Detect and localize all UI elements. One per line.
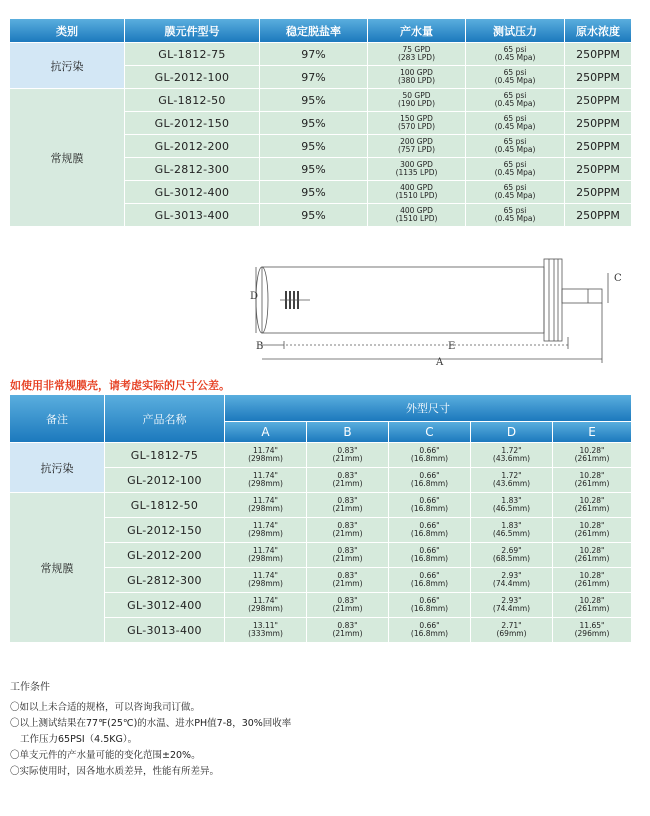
value-line: (298mm) (248, 479, 283, 488)
dimension-cell (553, 468, 632, 493)
value-line: (21mm) (332, 454, 363, 463)
condition-item: 〇以上测试结果在77℉(25℃)的水温、进水PH值7-8，30%回收率 (10, 718, 292, 729)
flow-cell (368, 89, 466, 112)
dimension-cell (389, 593, 471, 618)
header-rejection: 稳定脱盐率 (260, 19, 368, 43)
value-line: 11.74" (253, 521, 278, 530)
value-line: (21mm) (332, 554, 363, 563)
dimension-cell (307, 568, 389, 593)
value-line: (261mm) (574, 504, 610, 513)
value-line: 400 GPD (400, 183, 433, 192)
rejection-cell: 95% (260, 181, 368, 204)
value-line: (298mm) (248, 579, 283, 588)
value-line: (1510 LPD) (395, 214, 438, 223)
model-cell: GL-2012-200 (125, 135, 260, 158)
table-row (10, 493, 632, 518)
header-dim-a: A (225, 422, 307, 443)
value-line: (21mm) (332, 629, 363, 638)
value-line: 11.74" (253, 596, 278, 605)
value-line: (16.8mm) (410, 479, 449, 488)
flow-cell (368, 158, 466, 181)
rejection-cell: 95% (260, 204, 368, 227)
value-line: 0.83" (337, 596, 358, 605)
value-line: (46.5mm) (492, 529, 531, 538)
value-line: (21mm) (332, 504, 363, 513)
flow-cell (368, 43, 466, 66)
condition-item: 〇单支元件的产水量可能的变化范围±20%。 (10, 750, 201, 761)
dimension-header-row-1 (10, 395, 632, 422)
pressure-cell (466, 158, 565, 181)
header-flow: 产水量 (368, 19, 466, 43)
value-line: (0.45 Mpa) (494, 168, 536, 177)
category-cell: 常规膜 (10, 89, 125, 227)
pressure-cell (466, 66, 565, 89)
condition-item: 〇实际使用时，因各地水质差异，性能有所差异。 (10, 766, 220, 777)
dimension-cell (471, 468, 553, 493)
value-line: (261mm) (574, 454, 610, 463)
value-line: 75 GPD (402, 45, 431, 54)
value-line: 13.11" (253, 621, 278, 630)
value-line: (0.45 Mpa) (494, 145, 536, 154)
value-line: 10.28" (579, 571, 605, 580)
value-line: 0.66" (419, 621, 440, 630)
pressure-cell (466, 204, 565, 227)
value-line: 65 psi (503, 160, 527, 169)
dimension-cell (553, 443, 632, 468)
value-line: (21mm) (332, 479, 363, 488)
dim-label-e: E (448, 341, 456, 352)
value-line: 0.66" (419, 546, 440, 555)
value-line: 65 psi (503, 45, 527, 54)
value-line: (283 LPD) (397, 53, 436, 62)
value-line: 0.83" (337, 621, 358, 630)
value-line: (16.8mm) (410, 629, 449, 638)
value-line: (261mm) (574, 529, 610, 538)
pressure-cell (466, 135, 565, 158)
value-line: 2.71" (501, 621, 522, 630)
table-row (10, 89, 632, 112)
dim-label-c: C (614, 273, 622, 284)
value-line: (16.8mm) (410, 554, 449, 563)
dimension-cell (225, 518, 307, 543)
dimension-cell (307, 468, 389, 493)
dimension-cell (307, 593, 389, 618)
flow-cell (368, 135, 466, 158)
feed-cell: 250PPM (565, 112, 632, 135)
dimension-cell (471, 543, 553, 568)
value-line: (296mm) (574, 629, 610, 638)
value-line: 11.74" (253, 546, 278, 555)
dim-label-b: B (256, 341, 264, 352)
feed-cell: 250PPM (565, 135, 632, 158)
header-dimensions: 外型尺寸 (225, 395, 632, 422)
dim-label-a: A (436, 357, 444, 368)
value-line: 2.93" (501, 571, 522, 580)
value-line: 200 GPD (400, 137, 433, 146)
value-line: (46.5mm) (492, 504, 531, 513)
dimension-cell (471, 493, 553, 518)
value-line: (21mm) (332, 604, 363, 613)
pressure-cell (466, 89, 565, 112)
dimension-cell (553, 593, 632, 618)
value-line: (0.45 Mpa) (494, 99, 536, 108)
value-line: 0.83" (337, 496, 358, 505)
value-line: 10.28" (579, 446, 605, 455)
dimension-cell (553, 543, 632, 568)
value-line: 0.66" (419, 596, 440, 605)
value-line: 11.74" (253, 571, 278, 580)
dimension-cell (225, 593, 307, 618)
flow-cell (368, 112, 466, 135)
dimension-cell (225, 493, 307, 518)
model-cell: GL-2012-100 (125, 66, 260, 89)
model-cell: GL-1812-50 (105, 493, 225, 518)
value-line: 10.28" (579, 471, 605, 480)
dimension-cell (389, 518, 471, 543)
header-dim-b: B (307, 422, 389, 443)
feed-cell: 250PPM (565, 181, 632, 204)
value-line: 1.83" (501, 521, 522, 530)
flow-cell (368, 181, 466, 204)
dimension-cell (307, 493, 389, 518)
model-cell: GL-2012-150 (125, 112, 260, 135)
value-line: 0.66" (419, 446, 440, 455)
category-cell: 常规膜 (10, 493, 105, 643)
value-line: 1.72" (501, 471, 522, 480)
value-line: (0.45 Mpa) (494, 76, 536, 85)
value-line: 50 GPD (402, 91, 431, 100)
value-line: (74.4mm) (492, 579, 531, 588)
model-cell: GL-2012-150 (105, 518, 225, 543)
value-line: (21mm) (332, 529, 363, 538)
dimension-cell (307, 543, 389, 568)
dimension-cell (471, 568, 553, 593)
dimension-cell (553, 568, 632, 593)
header-model: 膜元件型号 (125, 19, 260, 43)
dimension-cell (389, 493, 471, 518)
value-line: (21mm) (332, 579, 363, 588)
rejection-cell: 95% (260, 112, 368, 135)
header-dim-c: C (389, 422, 471, 443)
dimension-cell (471, 593, 553, 618)
value-line: 10.28" (579, 596, 605, 605)
spec-table-body (10, 43, 632, 227)
dimension-cell (389, 618, 471, 643)
dimension-cell (389, 568, 471, 593)
value-line: (0.45 Mpa) (494, 191, 536, 200)
value-line: (16.8mm) (410, 579, 449, 588)
model-cell: GL-2012-200 (105, 543, 225, 568)
value-line: 0.66" (419, 571, 440, 580)
dimension-cell (389, 543, 471, 568)
dimension-cell (307, 518, 389, 543)
value-line: (74.4mm) (492, 604, 531, 613)
rejection-cell: 97% (260, 43, 368, 66)
dimension-cell (225, 443, 307, 468)
value-line: (298mm) (248, 554, 283, 563)
value-line: 65 psi (503, 183, 527, 192)
value-line: (68.5mm) (492, 554, 531, 563)
value-line: 65 psi (503, 137, 527, 146)
flow-cell (368, 204, 466, 227)
feed-cell: 250PPM (565, 89, 632, 112)
value-line: (1135 LPD) (395, 168, 438, 177)
working-conditions (10, 680, 291, 780)
value-line: (298mm) (248, 529, 283, 538)
value-line: (261mm) (574, 604, 610, 613)
dimension-cell (307, 443, 389, 468)
dimension-table (10, 395, 632, 643)
value-line: 10.28" (579, 496, 605, 505)
spec-table-header (10, 19, 632, 43)
model-cell: GL-2012-100 (105, 468, 225, 493)
dimension-cell (553, 618, 632, 643)
value-line: 100 GPD (400, 68, 433, 77)
dimension-cell (225, 568, 307, 593)
value-line: (43.6mm) (492, 479, 531, 488)
model-cell: GL-2812-300 (125, 158, 260, 181)
value-line: 0.66" (419, 521, 440, 530)
conditions-title: 工作条件 (10, 682, 50, 693)
dimension-cell (307, 618, 389, 643)
dim-label-d: D (250, 291, 259, 302)
model-cell: GL-3012-400 (125, 181, 260, 204)
header-category: 类别 (10, 19, 125, 43)
value-line: (190 LPD) (397, 99, 436, 108)
value-line: (0.45 Mpa) (494, 214, 536, 223)
dimension-cell (225, 618, 307, 643)
value-line: 65 psi (503, 206, 527, 215)
value-line: 0.83" (337, 446, 358, 455)
value-line: 1.83" (501, 496, 522, 505)
value-line: 11.74" (253, 471, 278, 480)
value-line: (261mm) (574, 554, 610, 563)
value-line: 2.93" (501, 596, 522, 605)
value-line: 0.83" (337, 546, 358, 555)
dimension-cell (553, 493, 632, 518)
value-line: 150 GPD (400, 114, 433, 123)
membrane-end-cap (544, 259, 562, 341)
value-line: (757 LPD) (397, 145, 436, 154)
rejection-cell: 95% (260, 89, 368, 112)
dimension-cell (553, 518, 632, 543)
value-line: (16.8mm) (410, 454, 449, 463)
value-line: 400 GPD (400, 206, 433, 215)
value-line: (69mm) (496, 629, 527, 638)
value-line: (16.8mm) (410, 604, 449, 613)
model-cell: GL-3013-400 (105, 618, 225, 643)
value-line: 65 psi (503, 114, 527, 123)
feed-cell: 250PPM (565, 158, 632, 181)
value-line: (0.45 Mpa) (494, 122, 536, 131)
model-cell: GL-1812-50 (125, 89, 260, 112)
value-line: (333mm) (248, 629, 283, 638)
dimension-cell (389, 468, 471, 493)
value-line: 10.28" (579, 546, 605, 555)
value-line: 11.74" (253, 446, 278, 455)
pressure-cell (466, 181, 565, 204)
category-cell: 抗污染 (10, 43, 125, 89)
value-line: 11.65" (579, 621, 605, 630)
model-cell: GL-3012-400 (105, 593, 225, 618)
value-line: 1.72" (501, 446, 522, 455)
feed-cell: 250PPM (565, 204, 632, 227)
value-line: 0.83" (337, 521, 358, 530)
condition-item: 〇如以上未合适的规格，可以咨询我司订做。 (10, 702, 201, 713)
value-line: (298mm) (248, 604, 283, 613)
header-note: 备注 (10, 395, 105, 443)
value-line: (43.6mm) (492, 454, 531, 463)
product-tube (562, 289, 602, 303)
value-line: 2.69" (501, 546, 522, 555)
value-line: (380 LPD) (397, 76, 436, 85)
spec-table (10, 19, 632, 227)
header-pressure: 测试压力 (466, 19, 565, 43)
condition-item: 工作压力65PSI（4.5KG）。 (20, 734, 138, 745)
rejection-cell: 95% (260, 158, 368, 181)
dimension-cell (471, 443, 553, 468)
category-cell: 抗污染 (10, 443, 105, 493)
flow-cell (368, 66, 466, 89)
value-line: 11.74" (253, 496, 278, 505)
header-dim-d: D (471, 422, 553, 443)
value-line: 65 psi (503, 68, 527, 77)
feed-cell: 250PPM (565, 43, 632, 66)
value-line: (16.8mm) (410, 529, 449, 538)
value-line: 65 psi (503, 91, 527, 100)
header-product-name: 产品名称 (105, 395, 225, 443)
value-line: 0.66" (419, 496, 440, 505)
pressure-cell (466, 43, 565, 66)
pressure-cell (466, 112, 565, 135)
membrane-dimension-drawing (250, 249, 630, 369)
rejection-cell: 97% (260, 66, 368, 89)
value-line: 0.83" (337, 571, 358, 580)
feed-cell: 250PPM (565, 66, 632, 89)
value-line: (298mm) (248, 504, 283, 513)
value-line: (261mm) (574, 579, 610, 588)
value-line: 0.66" (419, 471, 440, 480)
value-line: 10.28" (579, 521, 605, 530)
header-dim-e: E (553, 422, 632, 443)
value-line: (570 LPD) (397, 122, 436, 131)
dimension-cell (471, 618, 553, 643)
value-line: (0.45 Mpa) (494, 53, 536, 62)
table-row (10, 43, 632, 66)
dimension-cell (225, 468, 307, 493)
tolerance-note: 如使用非常规膜壳，请考虑实际的尺寸公差。 (10, 379, 230, 392)
value-line: 0.83" (337, 471, 358, 480)
value-line: (1510 LPD) (395, 191, 438, 200)
model-cell: GL-2812-300 (105, 568, 225, 593)
dimension-cell (225, 543, 307, 568)
header-feed: 原水浓度 (565, 19, 632, 43)
value-line: (261mm) (574, 479, 610, 488)
value-line: (16.8mm) (410, 504, 449, 513)
table-row (10, 443, 632, 468)
model-cell: GL-1812-75 (125, 43, 260, 66)
value-line: (298mm) (248, 454, 283, 463)
dimension-cell (389, 443, 471, 468)
dimension-table-body (10, 443, 632, 643)
rejection-cell: 95% (260, 135, 368, 158)
dimension-cell (471, 518, 553, 543)
model-cell: GL-3013-400 (125, 204, 260, 227)
value-line: 300 GPD (400, 160, 433, 169)
model-cell: GL-1812-75 (105, 443, 225, 468)
